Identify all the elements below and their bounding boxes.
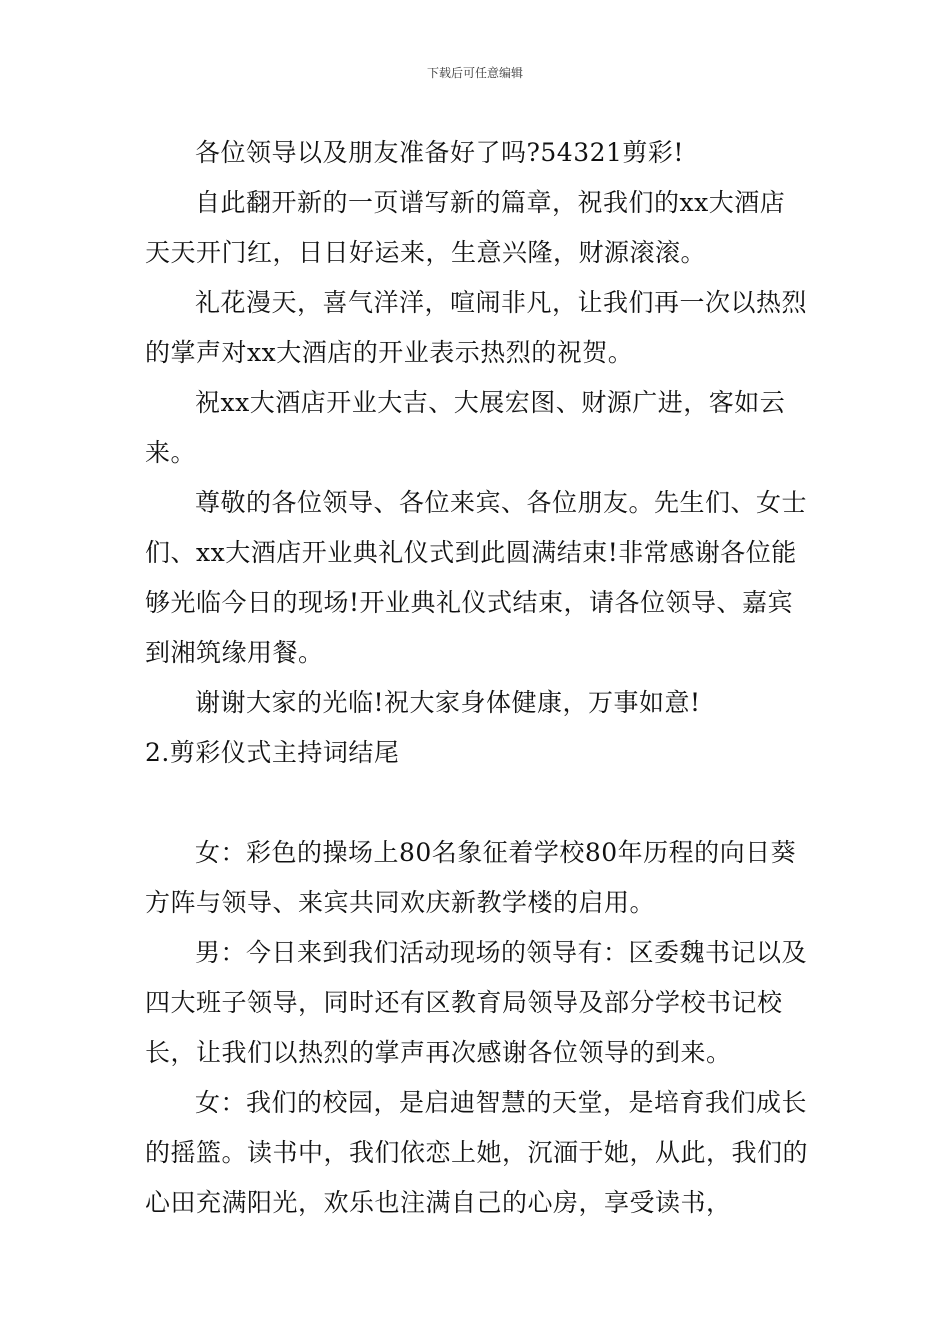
paragraph: 尊敬的各位领导、各位来宾、各位朋友。先生们、女士们、xx大酒店开业典礼仪式到此圆满结束!非常感谢各位能够光临今日的现场!开业典礼仪式结束，请各位领导、嘉宾到湘筑缘用餐。 (145, 488, 808, 667)
paragraph: 男：今日来到我们活动现场的领导有：区委魏书记以及四大班子领导，同时还有区教育局领导及部分学校书记校长，让我们以热烈的掌声再次感谢各位领导的到来。 (145, 938, 808, 1067)
paragraph: 女：我们的校园，是启迪智慧的天堂，是培育我们成长的摇篮。读书中，我们依恋上她，沉湎于她，从此，我们的心田充满阳光，欢乐也注满自己的心房，享受读书， (145, 1088, 809, 1217)
page-header: 下载后可任意编辑 (426, 66, 523, 80)
section-heading: 2.剪彩仪式主持词结尾 (145, 738, 400, 767)
document-body (145, 128, 810, 1228)
paragraph: 自此翻开新的一页谱写新的篇章，祝我们的xx大酒店天天开门红，日日好运来，生意兴隆，财源滚滚。 (145, 188, 786, 267)
blank-line (145, 778, 810, 828)
paragraph: 祝xx大酒店开业大吉、大展宏图、财源广进，客如云来。 (145, 388, 786, 467)
paragraph: 女：彩色的操场上80名象征着学校80年历程的向日葵方阵与领导、来宾共同欢庆新教学楼的启用。 (145, 838, 797, 917)
paragraph: 各位领导以及朋友准备好了吗?54321剪彩! (195, 138, 684, 167)
paragraph: 礼花漫天，喜气洋洋，喧闹非凡，让我们再一次以热烈的掌声对xx大酒店的开业表示热烈的祝贺。 (145, 288, 808, 367)
paragraph: 谢谢大家的光临!祝大家身体健康，万事如意! (195, 688, 701, 717)
